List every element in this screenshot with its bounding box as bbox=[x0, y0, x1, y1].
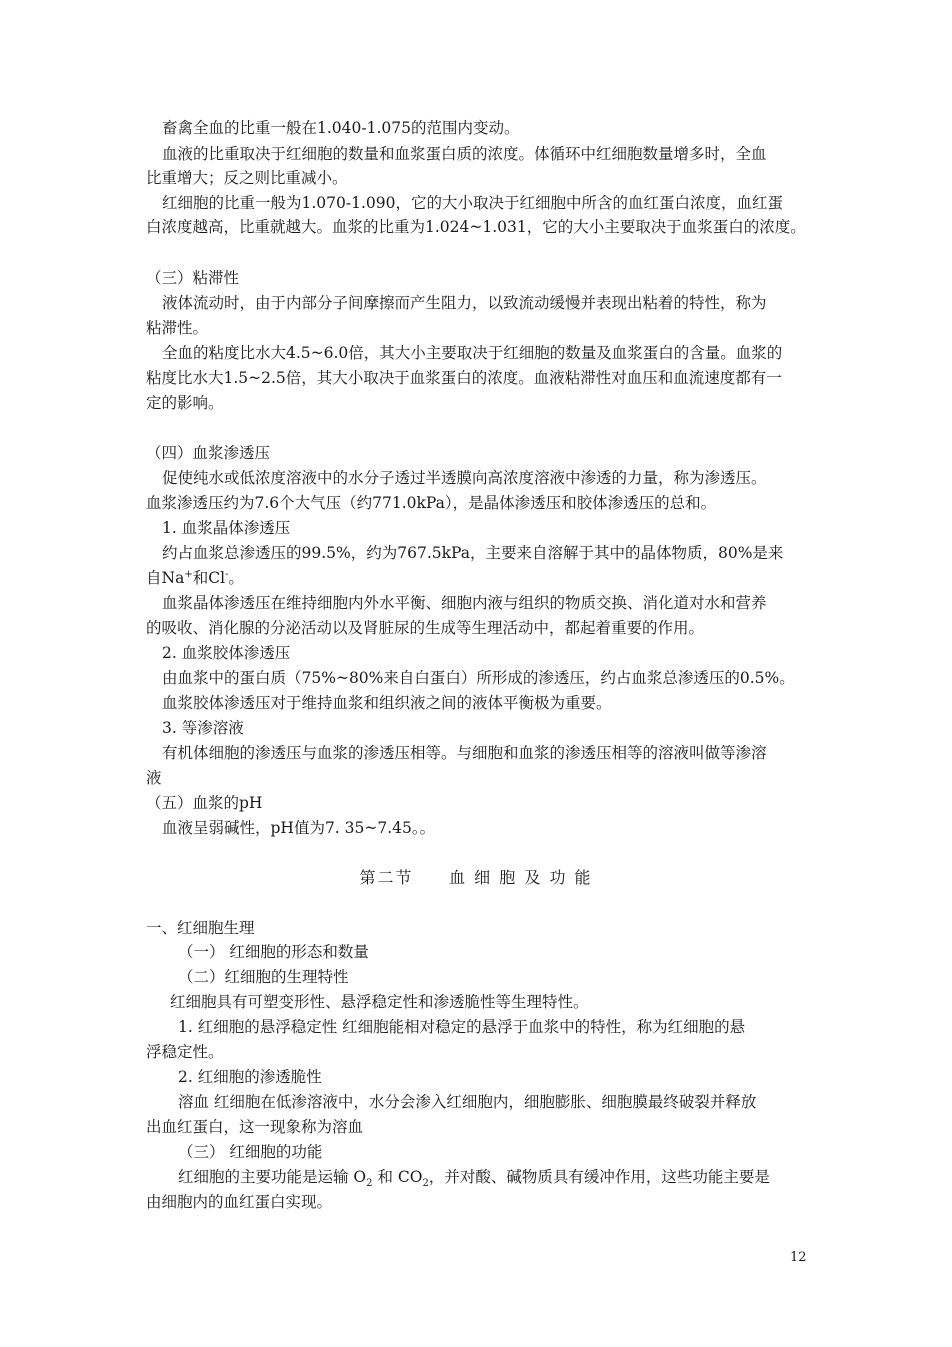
subsection-heading: （二）红细胞的生理特性 bbox=[178, 968, 349, 986]
paragraph-line: 定的影响。 bbox=[146, 394, 224, 412]
paragraph-line: 促使纯水或低浓度溶液中的水分子透过半透膜向高浓度溶液中渗透的力量，称为渗透压。 bbox=[162, 469, 767, 487]
paragraph-line: 全血的粘度比水大4.5~6.0倍，其大小主要取决于红细胞的数量及血浆蛋白的含量。血浆的 bbox=[162, 344, 783, 362]
paragraph-line: 1. 红细胞的悬浮稳定性 红细胞能相对稳定的悬浮于血浆中的特性，称为红细胞的悬 bbox=[178, 1018, 746, 1036]
page-number: 12 bbox=[790, 1250, 807, 1265]
paragraph-line: 红细胞的比重一般为1.070-1.090，它的大小取决于红细胞中所含的血红蛋白浓度，血红蛋 bbox=[162, 194, 783, 212]
paragraph-line: 红细胞具有可塑变形性、悬浮稳定性和渗透脆性等生理特性。 bbox=[170, 993, 589, 1011]
subsection-heading: 2. 红细胞的渗透脆性 bbox=[178, 1068, 322, 1086]
text-run: ，并对酸、碱物质具有缓冲作用，这些功能主要是 bbox=[428, 1168, 770, 1186]
paragraph-line: 粘滞性。 bbox=[146, 319, 209, 337]
paragraph-line: 由血浆中的蛋白质（75%~80%来自白蛋白）所形成的渗透压，约占血浆总渗透压的0.5%。 bbox=[162, 669, 795, 687]
paragraph-line: 浮稳定性。 bbox=[146, 1043, 224, 1061]
section-heading: 一、红细胞生理 bbox=[146, 919, 255, 937]
paragraph-line bbox=[178, 1165, 770, 1189]
paragraph-line: 血液的比重取决于红细胞的数量和血浆蛋白质的浓度。体循环中红细胞数量增多时，全血 bbox=[162, 145, 767, 163]
subscript: 2 bbox=[422, 1178, 429, 1190]
subsection-heading: 1. 血浆晶体渗透压 bbox=[162, 519, 291, 537]
paragraph-line: 白浓度越高，比重就越大。血浆的比重为1.024~1.031，它的大小主要取决于血浆蛋白的浓度。 bbox=[146, 218, 806, 236]
paragraph-line: 血浆晶体渗透压在维持细胞内外水平衡、细胞内液与组织的物质交换、消化道对水和营养 bbox=[162, 594, 767, 612]
paragraph-line: 比重增大；反之则比重减小。 bbox=[146, 169, 348, 187]
text-run: 红细胞的主要功能是运输 O bbox=[178, 1168, 367, 1186]
text-run: 和 CO bbox=[372, 1168, 423, 1186]
subsection-heading: （一） 红细胞的形态和数量 bbox=[178, 943, 369, 961]
paragraph-line: 畜禽全血的比重一般在1.040-1.075的范围内变动。 bbox=[162, 119, 520, 137]
text-run: 和Cl bbox=[192, 569, 226, 587]
section-heading: （五）血浆的pH bbox=[146, 794, 263, 812]
text-run: 。 bbox=[228, 569, 244, 587]
section-heading: （三）粘滞性 bbox=[146, 269, 240, 287]
superscript: - bbox=[225, 568, 229, 580]
paragraph-line: 液 bbox=[146, 769, 162, 787]
paragraph-line: 血浆胶体渗透压对于维持血浆和组织液之间的液体平衡极为重要。 bbox=[162, 694, 612, 712]
text-run: 自Na bbox=[146, 569, 185, 587]
paragraph-line bbox=[146, 566, 244, 590]
section-title-label: 第二节 bbox=[359, 868, 414, 887]
paragraph-line: 溶血 红细胞在低渗溶液中，水分会渗入红细胞内，细胞膨胀、细胞膜最终破裂并释放 bbox=[178, 1093, 757, 1111]
section-title-text: 血 细 胞 及 功 能 bbox=[449, 868, 593, 887]
paragraph-line: 的吸收、消化腺的分泌活动以及肾脏尿的生成等生理活动中，都起着重要的作用。 bbox=[146, 619, 705, 637]
superscript: + bbox=[184, 568, 193, 580]
subsection-heading: 2. 血浆胶体渗透压 bbox=[162, 644, 291, 662]
subsection-heading: 3. 等渗溶液 bbox=[162, 719, 244, 737]
subscript: 2 bbox=[366, 1178, 373, 1190]
paragraph-line: 血浆渗透压约为7.6个大气压（约771.0kPa），是晶体渗透压和胶体渗透压的总和。 bbox=[146, 494, 717, 512]
paragraph-line: 出血红蛋白，这一现象称为溶血 bbox=[146, 1118, 364, 1136]
paragraph-line: 约占血浆总渗透压的99.5%，约为767.5kPa，主要来自溶解于其中的晶体物质，80%是来 bbox=[162, 544, 784, 562]
paragraph-line: 液体流动时，由于内部分子间摩擦而产生阻力，以致流动缓慢并表现出粘着的特性，称为 bbox=[162, 294, 767, 312]
section-title bbox=[0, 866, 952, 890]
paragraph-line: 由细胞内的血红蛋白实现。 bbox=[146, 1193, 333, 1211]
subsection-heading: （三） 红细胞的功能 bbox=[178, 1143, 323, 1161]
paragraph-line: 有机体细胞的渗透压与血浆的渗透压相等。与细胞和血浆的渗透压相等的溶液叫做等渗溶 bbox=[162, 744, 767, 762]
paragraph-line: 粘度比水大1.5~2.5倍，其大小取决于血浆蛋白的浓度。血液粘滞性对血压和血流速度都有一 bbox=[146, 369, 782, 387]
paragraph-line: 血液呈弱碱性，pH值为7. 35~7.45。。 bbox=[162, 819, 436, 837]
section-heading: （四）血浆渗透压 bbox=[146, 444, 271, 462]
